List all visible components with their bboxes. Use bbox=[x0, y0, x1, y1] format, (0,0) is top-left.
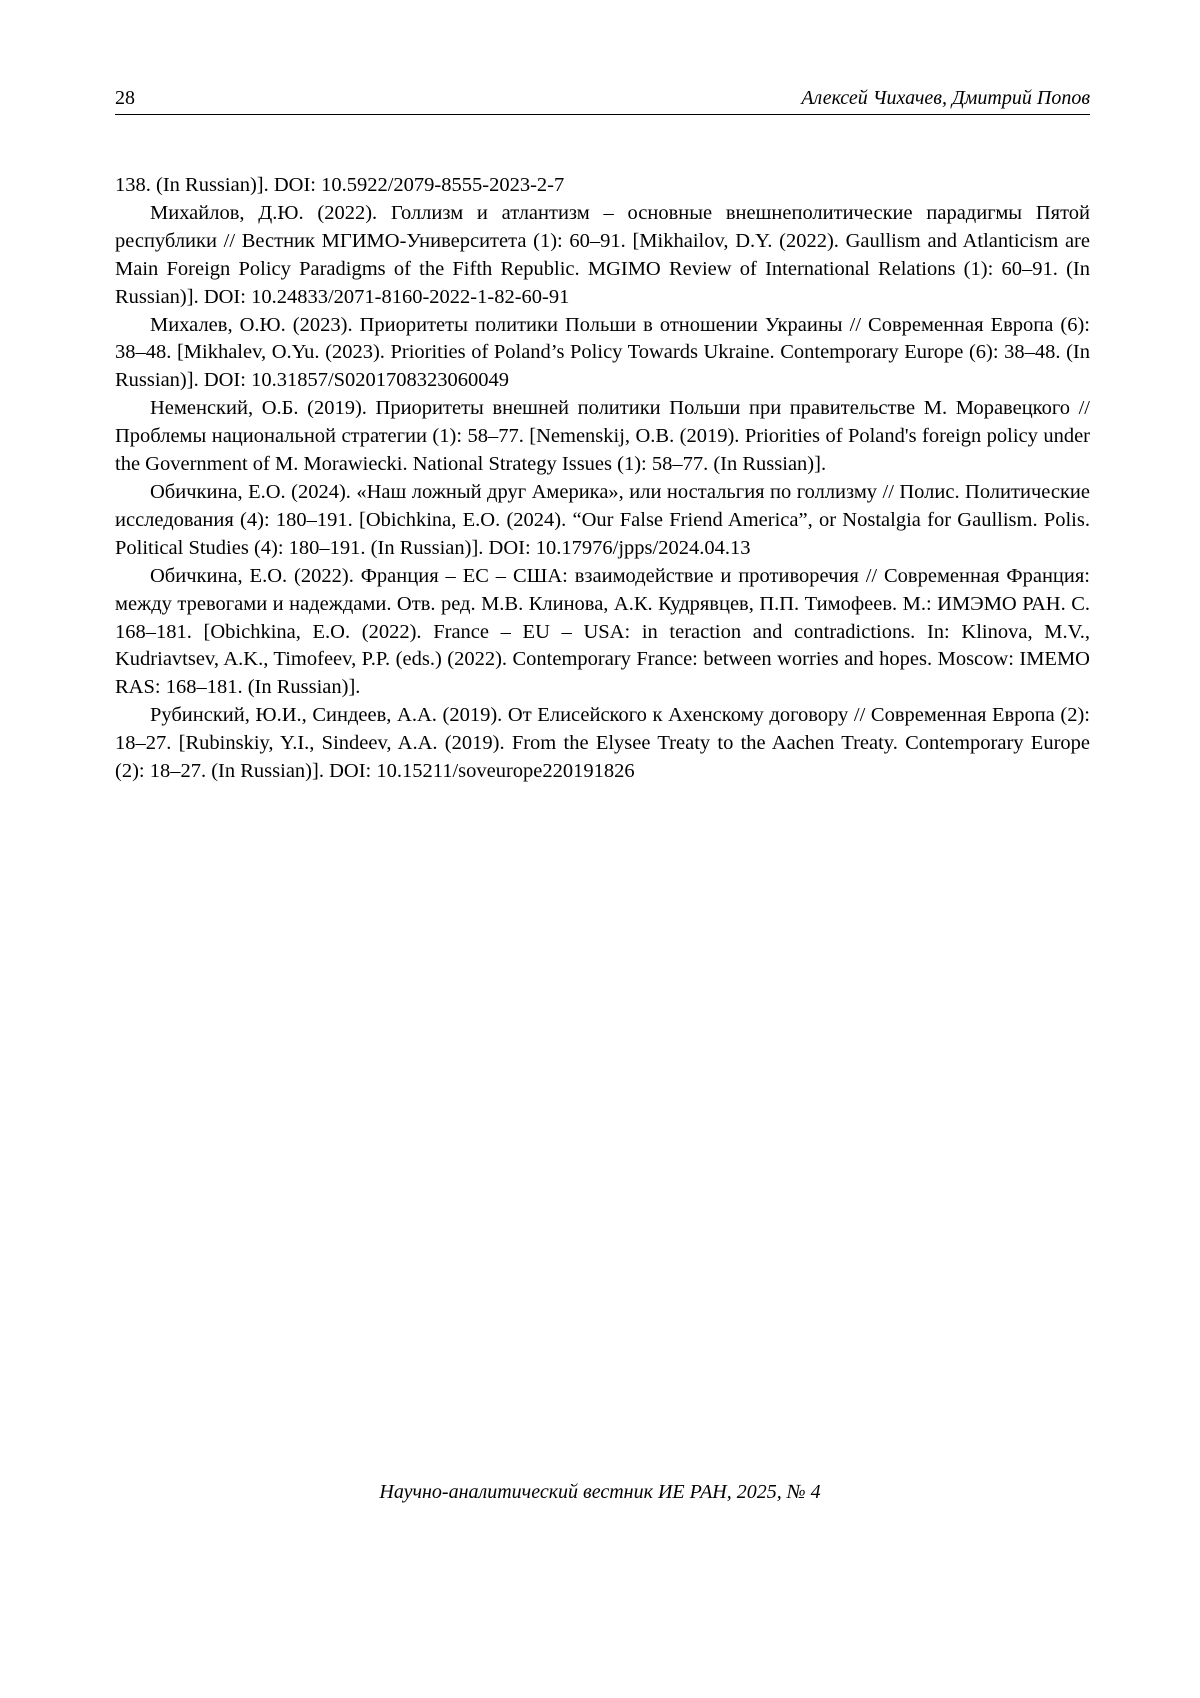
reference-entry-obichkina-2022: Обичкина, Е.О. (2022). Франция – ЕС – США: взаимодействие и противоречия // Современная Франция: между тревогами и надеждами. Отв. ред. М.В. Клинова, А.К. Кудрявцев, П.П. Тимофеев. М.: ИМЭМО РАН. С. 168–181. [Obichkina, E.O. (2022). France – EU – USA: in teraction and contradictions. In: Klinova, M.V., Kudriavtsev, A.K., Timofeev, P.P. (eds.) (2022). Contemporary France: between worries and hopes. Moscow: IMEMO RAS: 168–181. (In Russian)]. bbox=[115, 564, 1090, 699]
running-header bbox=[115, 84, 1090, 115]
reference-entry-mikhailov-2022: Михайлов, Д.Ю. (2022). Голлизм и атлантизм – основные внешнеполитические парадигмы Пятой республики // Вестник МГИМО-Университета (1): 60–91. [Mikhailov, D.Y. (2022). Gaullism and Atlanticism are Main Foreign Policy Paradigms of the Fifth Republic. MGIMO Review of International Relations (1): 60–91. (In Russian)]. DOI: 10.24833/2071-8160-2022-1-82-60-91 bbox=[115, 201, 1090, 308]
header-authors: Алексей Чихачев, Дмитрий Попов bbox=[801, 87, 1090, 109]
reference-entry-mikhalev-2023: Михалев, О.Ю. (2023). Приоритеты политики Польши в отношении Украины // Современная Европа (6): 38–48. [Mikhalev, O.Yu. (2023). Priorities of Poland’s Policy Towards Ukraine. Contemporary Europe (6): 38–48. (In Russian)]. DOI: 10.31857/S0201708323060049 bbox=[115, 313, 1090, 392]
page-number: 28 bbox=[115, 87, 135, 109]
running-footer: Научно-аналитический вестник ИЕ РАН, 2025, № 4 bbox=[379, 1481, 821, 1503]
reference-entry-obichkina-2024: Обичкина, Е.О. (2024). «Наш ложный друг Америка», или ностальгия по голлизму // Полис. Политические исследования (4): 180–191. [Obichkina, E.O. (2024). “Our False Friend America”, or Nostalgia for Gaullism. Polis. Political Studies (4): 180–191. (In Russian)]. DOI: 10.17976/jpps/2024.04.13 bbox=[115, 480, 1090, 559]
reference-entry-continued: 138. (In Russian)]. DOI: 10.5922/2079-8555-2023-2-7 bbox=[115, 174, 565, 196]
reference-entry-nemenskij-2019: Неменский, О.Б. (2019). Приоритеты внешней политики Польши при правительстве М. Моравецкого // Проблемы национальной стратегии (1): 58–77. [Nemenskij, O.B. (2019). Priorities of Poland's foreign policy under the Government of M. Morawiecki. National Strategy Issues (1): 58–77. (In Russian)]. bbox=[115, 397, 1090, 476]
reference-entry-rubinskiy-2019: Рубинский, Ю.И., Синдеев, А.А. (2019). От Елисейского к Ахенскому договору // Современная Европа (2): 18–27. [Rubinskiy, Y.I., Sindeev, A.A. (2019). From the Elysee Treaty to the Aachen Treaty. Contemporary Europe (2): 18–27. (In Russian)]. DOI: 10.15211/soveurope220191826 bbox=[115, 704, 1090, 783]
reference-list bbox=[115, 172, 1090, 786]
